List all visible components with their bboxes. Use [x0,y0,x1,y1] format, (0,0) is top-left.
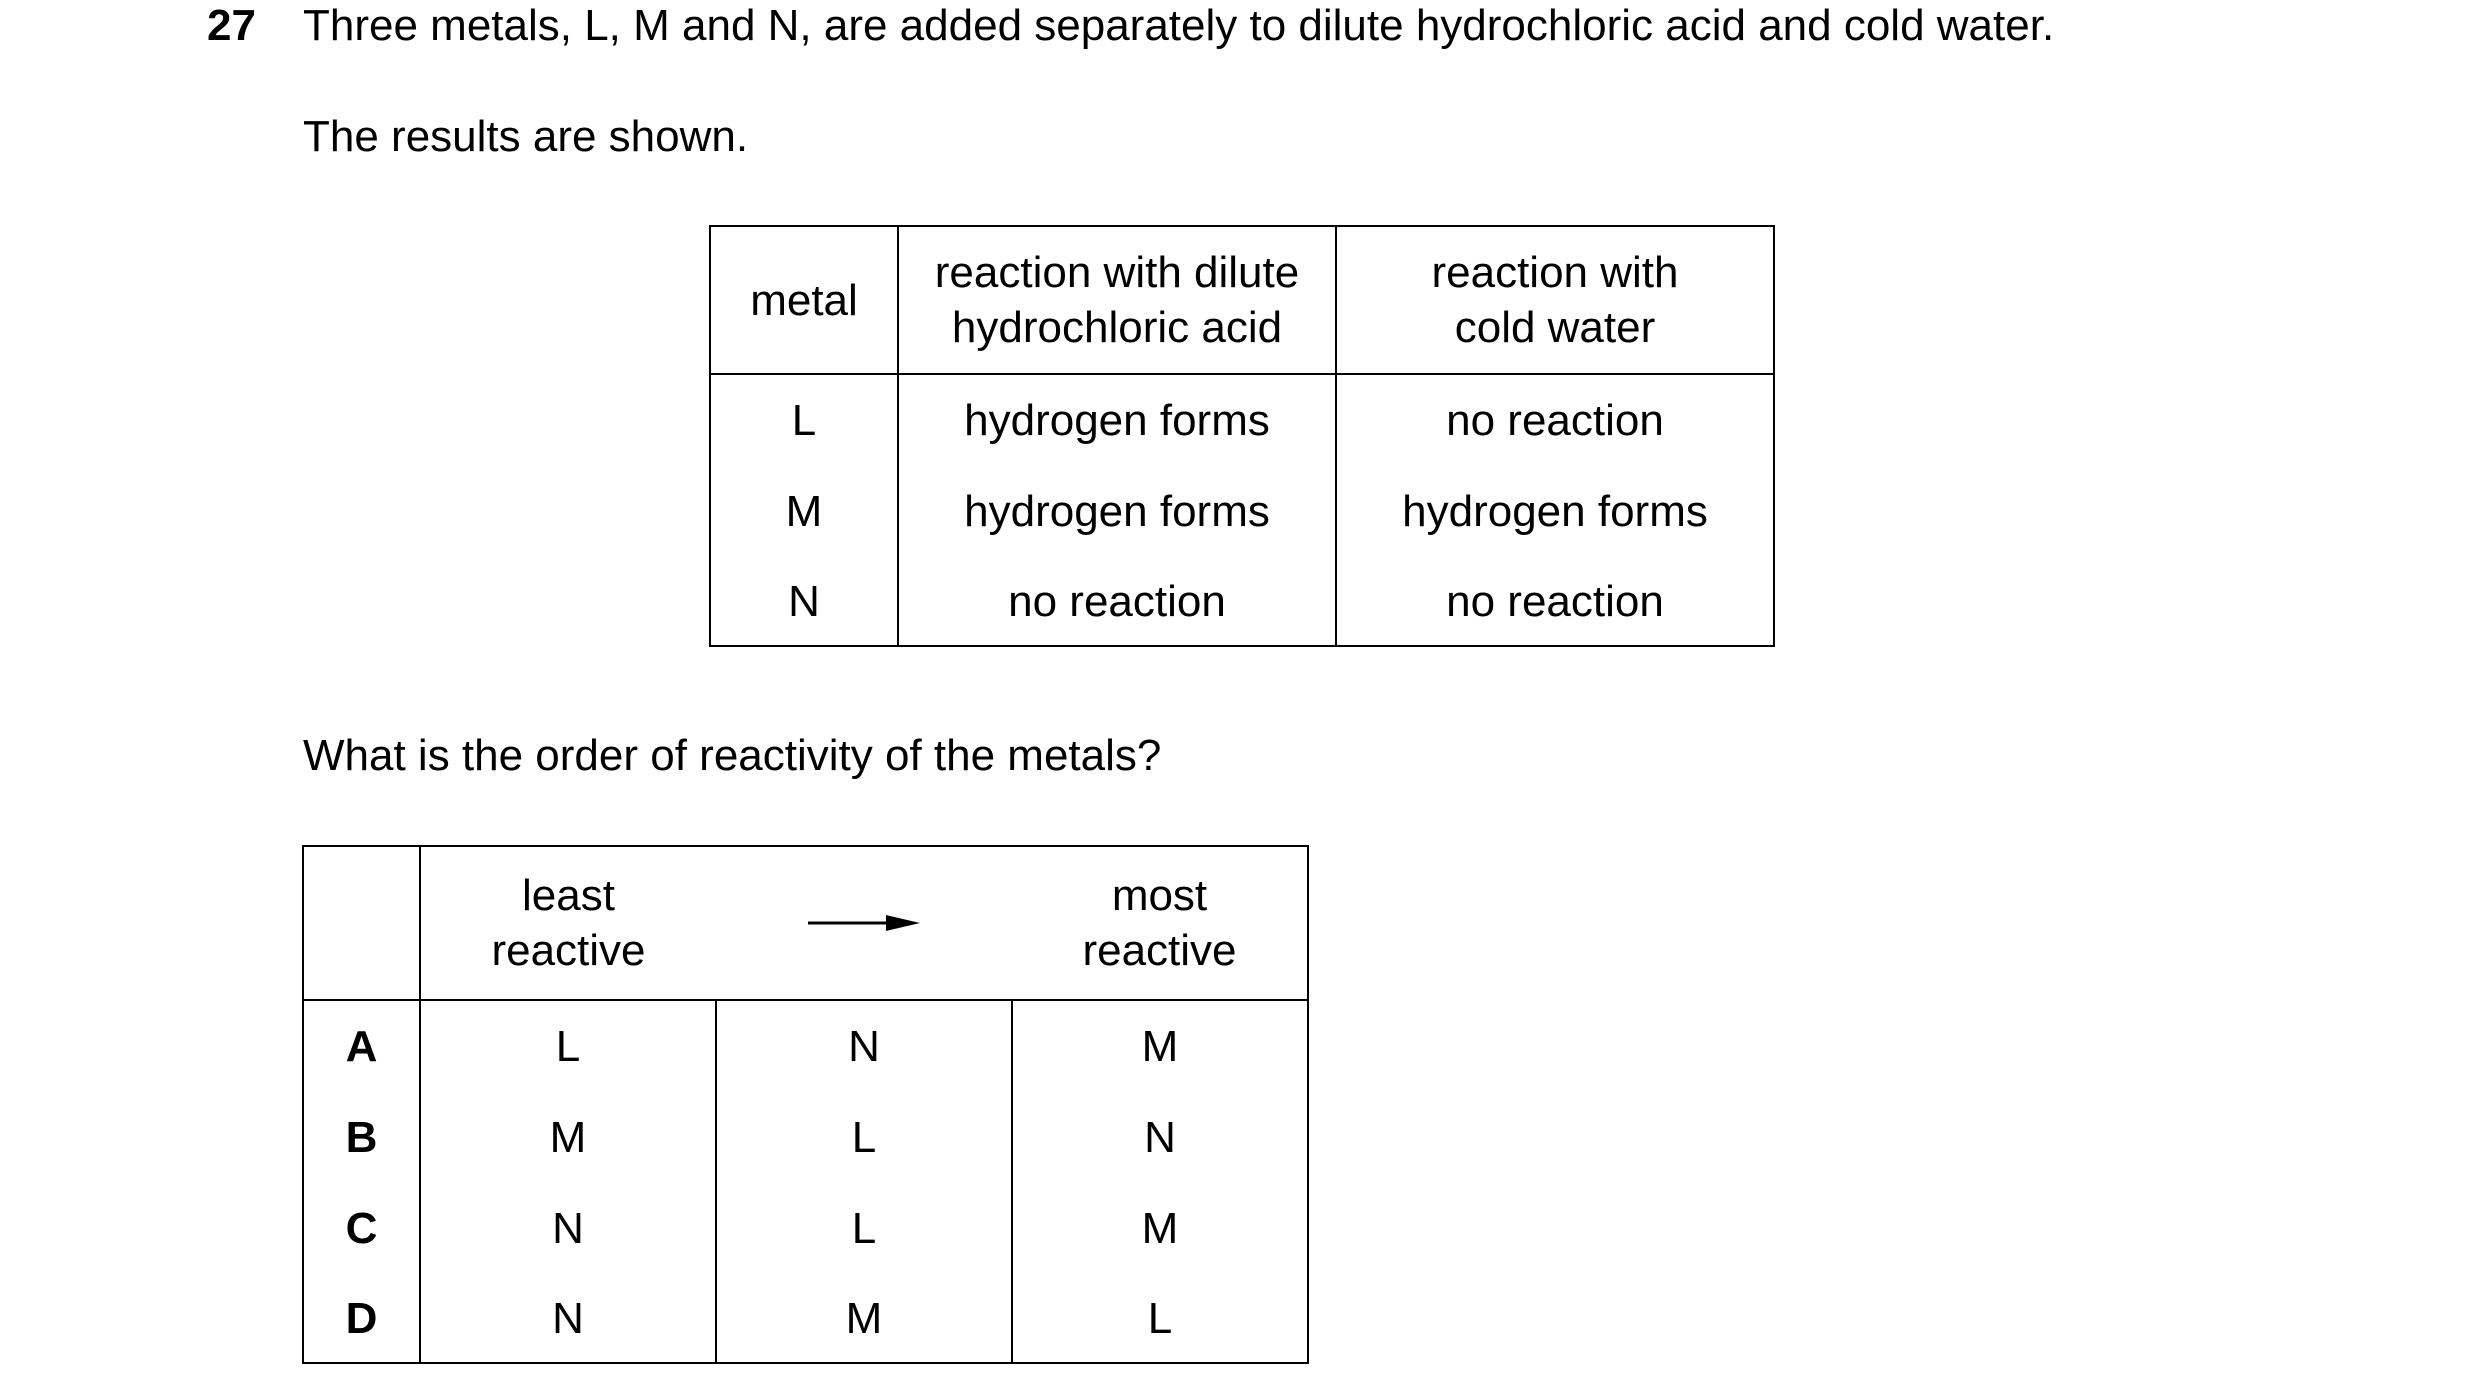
header-blank [303,846,420,1000]
header-metal-label: metal [750,275,858,325]
option-second: N [716,1000,1012,1092]
option-second: L [716,1183,1012,1274]
cell-acid: hydrogen forms [898,466,1336,557]
option-third: N [1012,1092,1308,1183]
option-first: N [420,1274,716,1363]
option-letter: A [303,1000,420,1092]
header-water-line1: reaction with [1431,248,1679,297]
option-row-d[interactable] [303,1274,1308,1363]
results-table [709,225,1775,647]
results-header-row [710,226,1774,374]
header-metal [710,226,898,374]
option-first: M [420,1092,716,1183]
cell-acid: no reaction [898,557,1336,646]
table-row [710,374,1774,466]
cell-water: no reaction [1336,557,1774,646]
right-arrow-icon [806,911,922,935]
most-line1: most [1111,871,1208,920]
header-water [1336,226,1774,374]
question-prompt: What is the order of reactivity of the metals? [303,731,1162,780]
cell-acid: hydrogen forms [898,374,1336,466]
option-row-b[interactable] [303,1092,1308,1183]
option-third: L [1012,1274,1308,1363]
option-first: N [420,1183,716,1274]
header-water-line2: cold water [1454,303,1656,352]
least-line1: least [522,871,615,920]
cell-metal: N [710,557,898,646]
header-most-reactive [1012,846,1308,1000]
header-least-reactive [420,846,716,1000]
cell-metal: M [710,466,898,557]
table-row [710,466,1774,557]
options-table [302,845,1309,1364]
header-acid-line1: reaction with dilute [934,248,1300,297]
cell-water: no reaction [1336,374,1774,466]
option-letter: B [303,1092,420,1183]
header-acid [898,226,1336,374]
option-row-c[interactable] [303,1183,1308,1274]
cell-water: hydrogen forms [1336,466,1774,557]
results-intro: The results are shown. [303,112,749,161]
question-number: 27 [207,1,256,50]
option-third: M [1012,1183,1308,1274]
option-first: L [420,1000,716,1092]
table-row [710,557,1774,646]
options-header-row [303,846,1308,1000]
least-line2: reactive [491,926,646,975]
cell-metal: L [710,374,898,466]
question-stem: Three metals, L, M and N, are added separately to dilute hydrochloric acid and cold water. [303,1,2055,50]
option-letter: D [303,1274,420,1363]
option-second: L [716,1092,1012,1183]
header-arrow [716,846,1012,1000]
option-third: M [1012,1000,1308,1092]
most-line2: reactive [1082,926,1237,975]
option-row-a[interactable] [303,1000,1308,1092]
option-letter: C [303,1183,420,1274]
header-acid-line2: hydrochloric acid [951,303,1283,352]
option-second: M [716,1274,1012,1363]
